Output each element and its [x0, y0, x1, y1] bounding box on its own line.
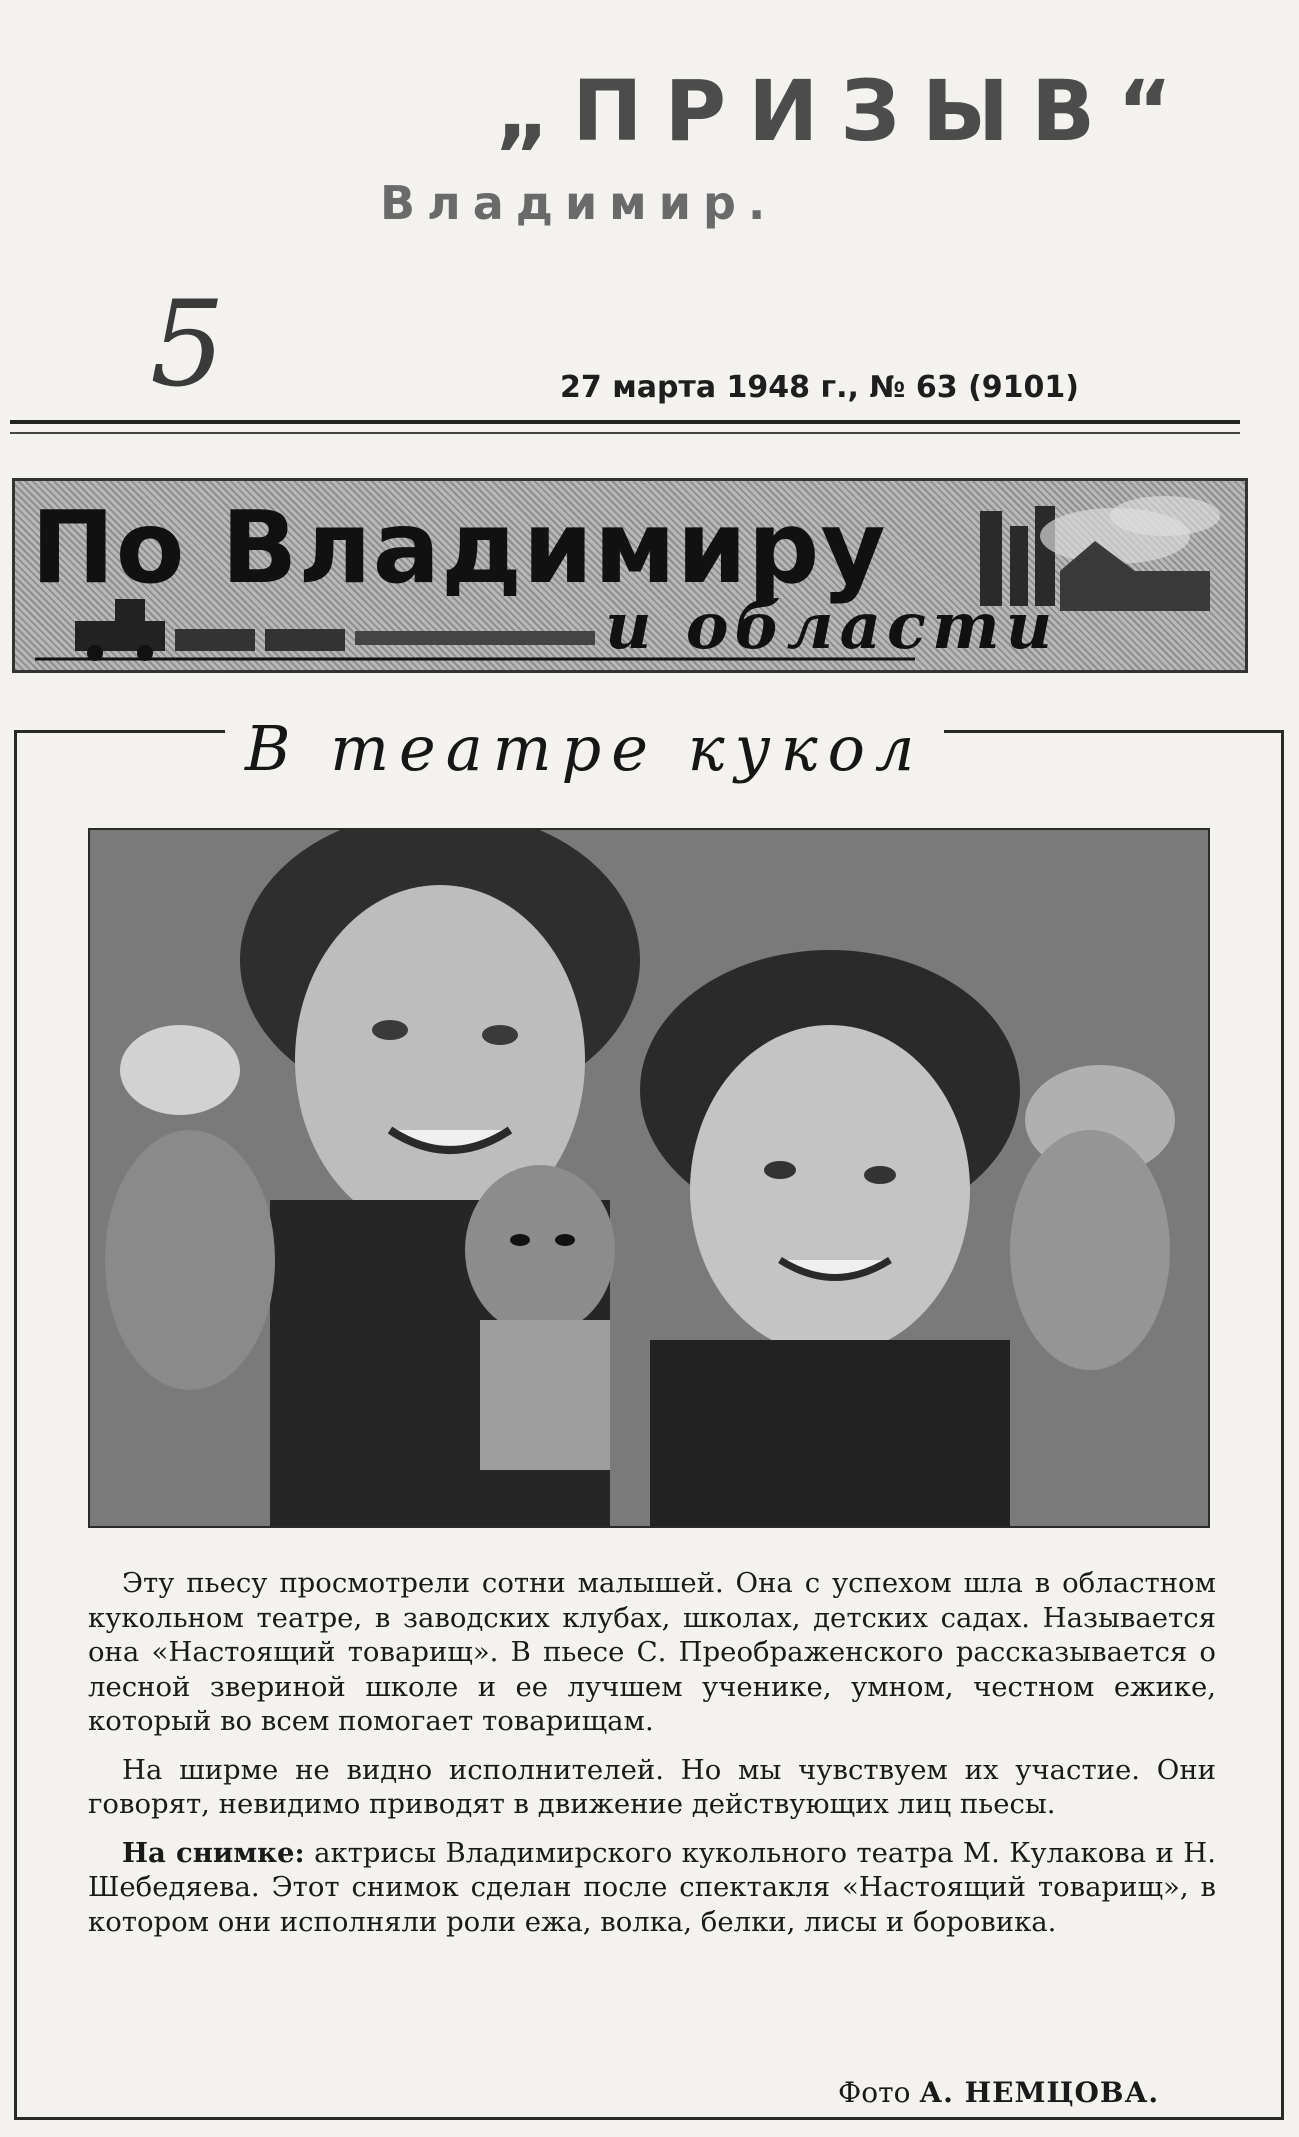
- photo-illustration: [90, 830, 1208, 1526]
- masthead-title: По Владимиру: [31, 489, 887, 606]
- article-paragraph-1: Эту пьесу просмотрели сотни малышей. Она с успехом шла в областном кукольном театре, в заводских клубах, школах, детских садах. Называется она «Настоящий товарищ». В пьесе С. Преображенского рассказывается о лесной звериной школе и ее лучшем ученике, умном, честном ежике, который во всем помогает товарищам.: [88, 1567, 1216, 1737]
- credit-name: А. НЕМЦОВА.: [919, 2076, 1160, 2109]
- section-masthead: [12, 478, 1248, 673]
- masthead-subtitle: и области: [605, 589, 1059, 664]
- photo-credit: [838, 2076, 1159, 2109]
- caption-text: актрисы Владимирского кукольного театра М. Кулакова и Н. Шебедяева. Этот снимок сделан после спектакля «Настоящий товарищ», в котором они исполняли роли ежа, волка, белки, лисы и боровика.: [88, 1836, 1216, 1938]
- article-headline: В театре кукол: [225, 712, 944, 785]
- newspaper-name-stamp: „ПРИЗЫВ“: [495, 62, 1195, 160]
- actresses-with-puppets-photo: [88, 828, 1210, 1528]
- article-paragraph-2: На ширме не видно исполнителей. Но мы чувствуем их участие. Они говорят, невидимо приводят в движение действующих лиц пьесы.: [88, 1753, 1216, 1820]
- photo-caption: [88, 1836, 1216, 1940]
- top-rule-thin: [10, 432, 1240, 434]
- handwritten-number: 5: [150, 275, 226, 413]
- caption-lead: На снимке:: [122, 1836, 305, 1869]
- credit-prefix: Фото: [838, 2076, 920, 2109]
- issue-date-line: 27 марта 1948 г., № 63 (9101): [560, 370, 1080, 405]
- article-body: [88, 1566, 1216, 1953]
- top-rule: [10, 420, 1240, 424]
- city-stamp: Владимир.: [380, 176, 778, 230]
